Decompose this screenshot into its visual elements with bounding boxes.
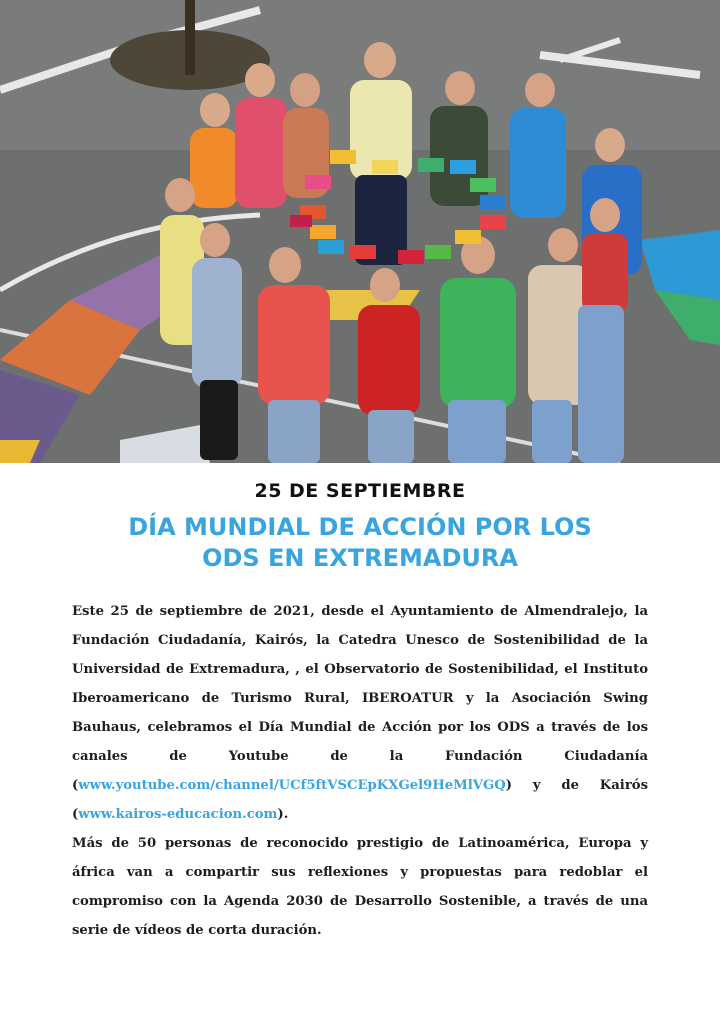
page-title (60, 512, 660, 574)
paragraph-intro-text-c: ). (277, 807, 289, 822)
paragraph-details: Más de 50 personas de reconocido prestigio de Latinoamérica, Europa y áfrica van a compartir sus reflexiones y propuestas para redoblar el compromiso con la Agenda 2030 de Desarrollo Sostenible, a través de una serie de vídeos de corta duración. (72, 836, 648, 938)
paragraph-intro-text-b: ) y de Kairós ( (72, 778, 648, 822)
title-line-2: ODS EN EXTREMADURA (202, 544, 518, 572)
kairos-website-link[interactable]: www.kairos-educacion.com (78, 807, 278, 822)
group-photo-illustration (0, 0, 720, 463)
paragraph-intro (72, 597, 648, 829)
paragraph-intro-text-a: Este 25 de septiembre de 2021, desde el Ayuntamiento de Almendralejo, la Fundación Ciudadanía, Kairós, la Catedra Unesco de Sostenibilidad de la Universidad de Extremadura, , el Observatorio de Sostenibilidad, el Instituto Iberoamericano de Turismo Rural, IBEROATUR y la Asociación Swing Bauhaus, celebramos el Día Mundial de Acción por los ODS a través de los canales de Youtube de la Fundación Ciudadanía ( (72, 604, 648, 793)
title-line-1: DÍA MUNDIAL DE ACCIÓN POR LOS (128, 513, 592, 541)
header-photo (0, 0, 720, 463)
youtube-channel-link[interactable]: www.youtube.com/channel/UCf5ftVSCEpKXGel9HeMlVGQ (78, 778, 506, 793)
event-date: 25 DE SEPTIEMBRE (254, 480, 466, 502)
